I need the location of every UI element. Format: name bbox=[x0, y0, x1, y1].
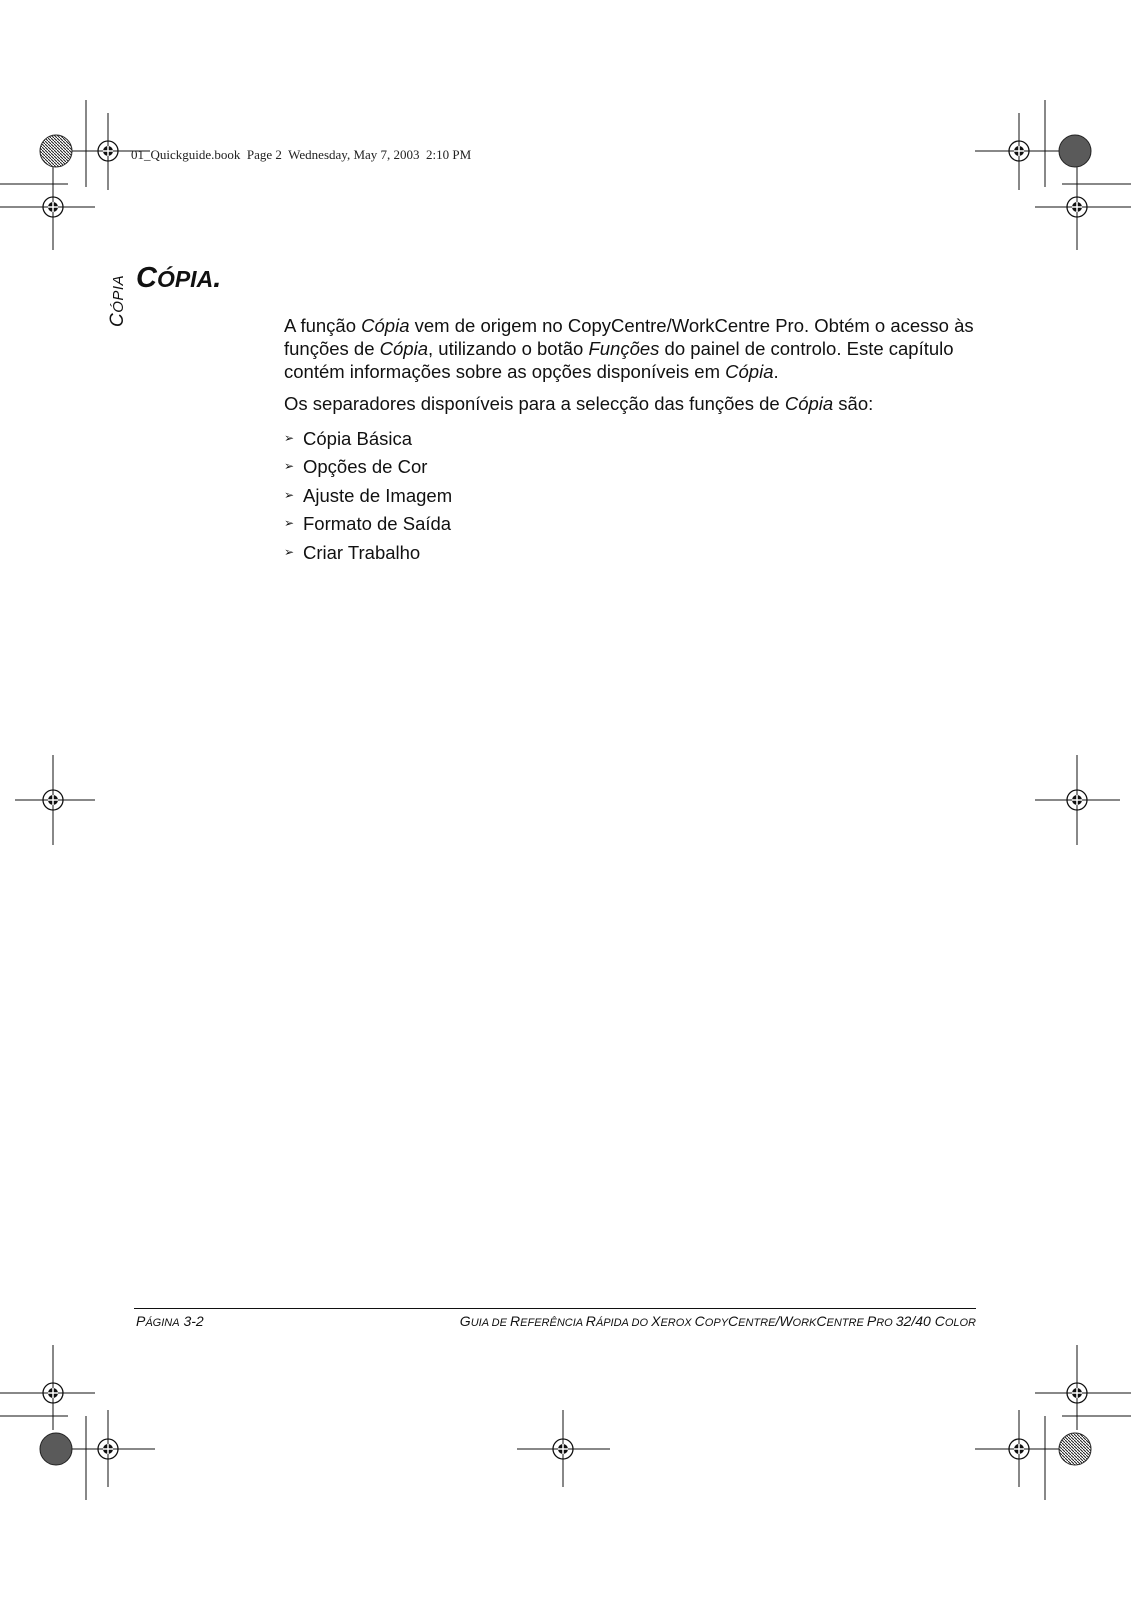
list-item bbox=[284, 453, 974, 482]
list-item bbox=[284, 481, 974, 510]
arrow-bullet-icon: ➢ bbox=[284, 487, 295, 502]
footer-title-segment: ORK bbox=[792, 1317, 817, 1329]
footer-title-segment: P bbox=[866, 1313, 877, 1329]
arrow-bullet-icon: ➢ bbox=[284, 516, 295, 531]
footer-title-segment: /W bbox=[775, 1313, 793, 1329]
tabs-intro-paragraph bbox=[284, 392, 974, 415]
footer-title-segment: RO bbox=[876, 1317, 896, 1329]
list-item bbox=[284, 424, 974, 453]
footer-title-segment: X bbox=[651, 1313, 661, 1329]
footer-title-segment: R bbox=[510, 1313, 521, 1329]
intro-text-2: vem de origem no CopyCentre/WorkCentre Pro. Obtém o acesso às funções de bbox=[284, 315, 974, 359]
footer-rule bbox=[134, 1308, 976, 1309]
footer-title-segment: C bbox=[694, 1313, 705, 1329]
tabs-intro-text-1: Os separadores disponíveis para a selecção das funções de bbox=[284, 393, 785, 414]
list-item-label: Opções de Cor bbox=[303, 456, 428, 478]
footer-page-initial: P bbox=[136, 1313, 146, 1329]
footer-title-segment: C bbox=[816, 1313, 827, 1329]
intro-emphasis-1: Cópia bbox=[361, 315, 410, 336]
chapter-title bbox=[136, 262, 221, 295]
footer-title-segment: ÁPIDA DO bbox=[595, 1317, 652, 1329]
footer-title-segment: UIA DE bbox=[470, 1317, 511, 1329]
footer-title-segment: EROX bbox=[660, 1317, 695, 1329]
footer-title-segment: EFERÊNCIA bbox=[520, 1317, 586, 1329]
chapter-side-tab bbox=[107, 275, 129, 327]
footer-page-number bbox=[136, 1313, 204, 1329]
list-item-label: Formato de Saída bbox=[303, 513, 452, 535]
side-tab-initial: C bbox=[107, 312, 128, 327]
list-item-label: Criar Trabalho bbox=[303, 541, 421, 563]
tabs-intro-emphasis: Cópia bbox=[784, 393, 834, 414]
footer-guide-title bbox=[460, 1313, 976, 1329]
footer-title-segment: OLOR bbox=[944, 1317, 976, 1329]
intro-paragraph bbox=[284, 314, 974, 383]
footer-title-segment: ENTRE bbox=[738, 1317, 776, 1329]
footer-title-segment: G bbox=[459, 1313, 471, 1329]
intro-text-1: A função bbox=[284, 315, 362, 336]
footer-title-segment: 32/40 C bbox=[895, 1313, 945, 1329]
list-item-label: Cópia Básica bbox=[303, 427, 413, 449]
intro-emphasis-3: Funções bbox=[588, 338, 660, 359]
intro-text-5: . bbox=[773, 361, 779, 382]
footer-page-word: ÁGINA bbox=[145, 1317, 180, 1329]
intro-emphasis-2: Cópia bbox=[379, 338, 428, 359]
footer-title-segment: ENTRE bbox=[826, 1317, 867, 1329]
footer-title-segment: OPY bbox=[704, 1317, 729, 1329]
list-item bbox=[284, 538, 974, 567]
intro-emphasis-4: Cópia bbox=[725, 361, 774, 382]
arrow-bullet-icon: ➢ bbox=[284, 459, 295, 474]
copy-tabs-list bbox=[284, 424, 974, 567]
chapter-title-initial: C bbox=[136, 262, 157, 294]
arrow-bullet-icon: ➢ bbox=[284, 430, 295, 445]
list-item bbox=[284, 510, 974, 539]
arrow-bullet-icon: ➢ bbox=[284, 544, 295, 559]
footer-title-segment: R bbox=[585, 1313, 596, 1329]
intro-text-4: do painel de controlo. Este capítulo contém informações sobre as opções disponíveis em bbox=[284, 338, 954, 382]
chapter-title-dot: . bbox=[213, 262, 222, 294]
tabs-intro-text-2: são: bbox=[833, 393, 874, 414]
chapter-body bbox=[284, 314, 974, 567]
list-item-label: Ajuste de Imagem bbox=[303, 484, 453, 506]
print-header: 01_Quickguide.book Page 2 Wednesday, May 7, 2003 2:10 PM bbox=[131, 147, 472, 162]
intro-text-3: , utilizando o botão bbox=[428, 338, 589, 359]
footer-page-value: 3-2 bbox=[179, 1313, 204, 1329]
footer-title-segment: C bbox=[728, 1313, 739, 1329]
side-tab-rest: ÓPIA bbox=[110, 274, 127, 313]
chapter-title-rest: ÓPIA bbox=[156, 266, 214, 292]
